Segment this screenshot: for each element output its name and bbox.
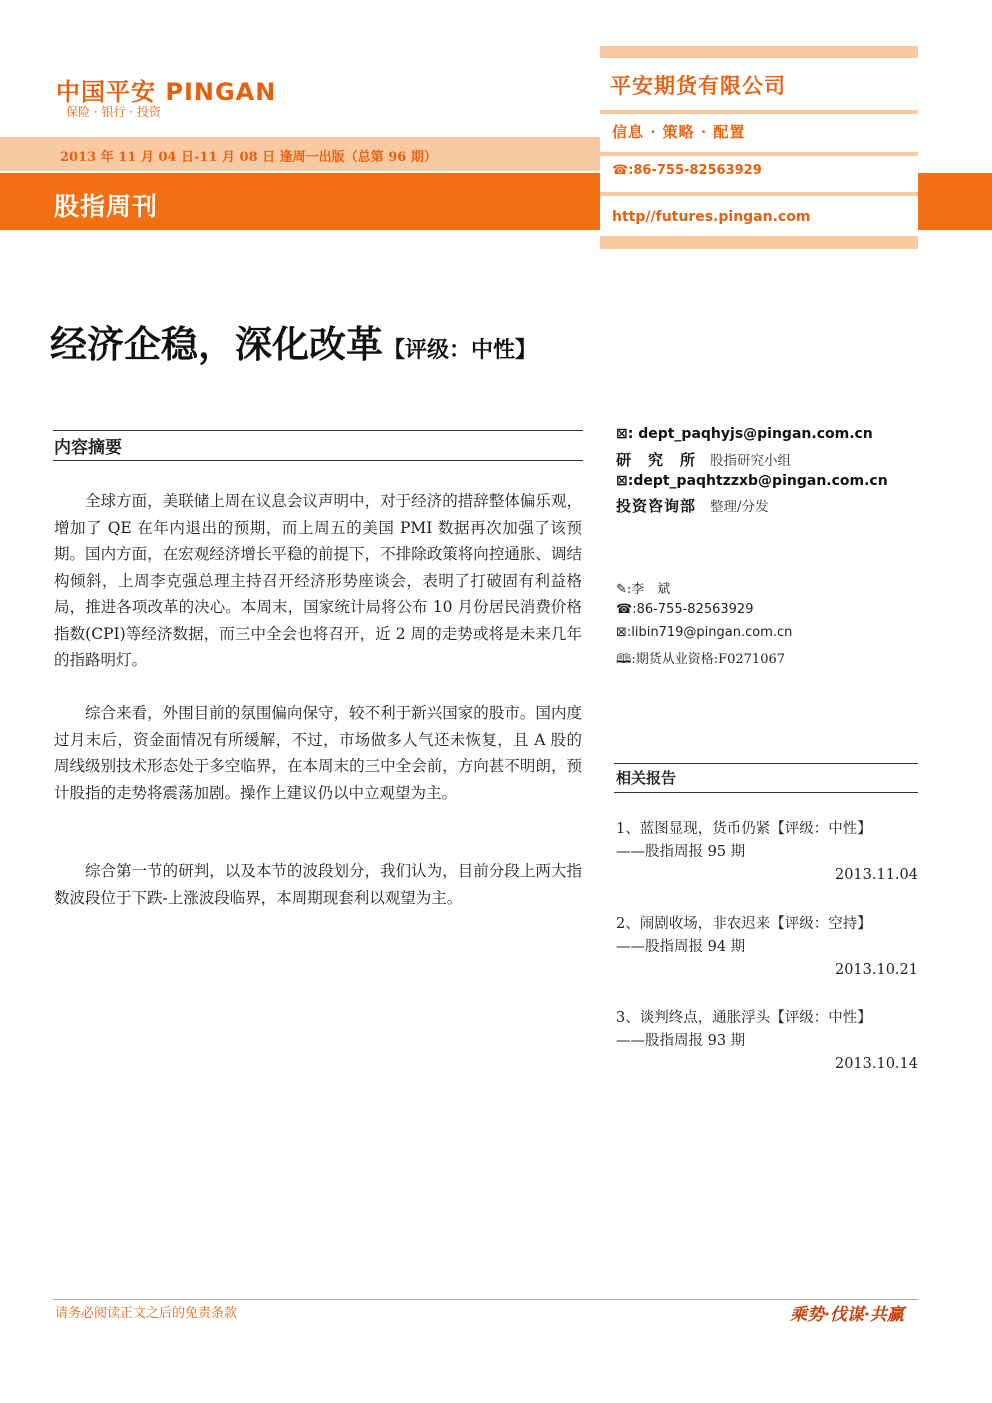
advisory-dept [616,495,769,516]
footer-rule [53,1299,918,1300]
related-report-source: ——股指周报 93 期 [616,1033,746,1049]
research-email-link[interactable]: ⊠: dept_paqhyjs@pingan.com.cn [616,426,873,442]
edition-info: 2013 年 11 月 04 日-11 月 08 日 逢周一出版（总第 96 期） [60,150,437,165]
journal-title: 股指周刊 [54,192,159,221]
company-phone: ☎:86-755-82563929 [612,163,762,178]
related-heading: 相关报告 [616,769,677,787]
footer-disclaimer: 请务必阅读正文之后的免责条款 [55,1306,238,1321]
advisory-dept-value: 整理/分发 [710,499,769,515]
report-title [50,314,537,368]
summary-paragraph: 综合来看，外围目前的氛围偏向保守，较不利于新兴国家的股市。国内度过月末后，资金面情况有所缓解，不过，市场做多人气还未恢复，且 A 股的周线级别技术形态处于多空临界，在本周末的三中全会前，方向甚不明朗，预计股指的走势将震荡加剧。操作上建议仍以中立观望为主。 [54,704,582,802]
related-report-date: 2013.11.04 [834,867,918,883]
related-report-item[interactable] [616,818,918,887]
advisory-dept-label: 投资咨询部 [616,497,697,515]
related-report-title: 3、谈判终点，通胀浮头【评级：中性】 [616,1010,872,1026]
report-title-text: 经济企稳，深化改革 [50,323,383,366]
author-license: 🕮:期货从业资格:F0271067 [616,652,786,667]
summary-heading: 内容摘要 [54,438,122,458]
related-report-title: 2、闹剧收场，非农迟来【评级：空持】 [616,916,872,932]
research-dept-label: 研 究 所 [616,451,697,469]
related-top-rule [614,763,918,764]
brand-logo: 中国平安 PINGAN [56,78,277,106]
related-report-title: 1、蓝图显现，货币仍紧【评级：中性】 [616,821,872,837]
research-dept-value: 股指研究小组 [710,453,792,469]
summary-paragraph: 全球方面，美联储上周在议息会议声明中，对于经济的措辞整体偏乐观，增加了 QE 在年内退出的预期，而上周五的美国 PMI 数据再次加强了该预期。国内方面，在宏观经济增长平稳的前提下，不排除政策将向控通胀、调结构倾斜，上周李克强总理主持召开经济形势座谈会，表明了打破固有利益格局，推进各项改革的决心。本周末，国家统计局将公布 10 月份居民消费价格指数(CPI)等经济数据，而三中全会也将召开，近 2 周的走势或将是未来几年的指路明灯。 [54,492,582,669]
summary-paragraph: 综合第一节的研判，以及本节的波段划分，我们认为，目前分段上两大指数波段位于下跌-上涨波段临界，本周期现套利以观望为主。 [54,862,582,907]
related-report-date: 2013.10.14 [834,1056,918,1072]
report-rating: 【评级：中性】 [383,338,538,363]
related-report-source: ——股指周报 95 期 [616,844,746,860]
summary-bottom-rule [53,460,583,461]
brand-tagline: 保险 · 银行 · 投资 [66,105,161,119]
research-dept [616,449,791,470]
company-name: 平安期货有限公司 [610,73,786,98]
summary-top-rule [53,430,583,431]
company-website-link[interactable]: http//futures.pingan.com [612,209,811,225]
footer-slogan: 乘势·伐谋·共赢 [790,1305,904,1325]
related-report-item[interactable] [616,1007,918,1076]
related-report-source: ——股指周报 94 期 [616,939,746,955]
author-email-link[interactable]: ⊠:libin719@pingan.com.cn [616,625,793,640]
related-report-item[interactable] [616,913,918,982]
company-slogan: 信息 · 策略 · 配置 [612,123,746,141]
author-phone: ☎:86-755-82563929 [616,602,754,617]
advisory-email-link[interactable]: ⊠:dept_paqhtzzxb@pingan.com.cn [616,473,888,489]
related-report-date: 2013.10.21 [834,962,918,978]
author-name: ✎:李 斌 [616,582,671,597]
related-bottom-rule [614,792,918,793]
